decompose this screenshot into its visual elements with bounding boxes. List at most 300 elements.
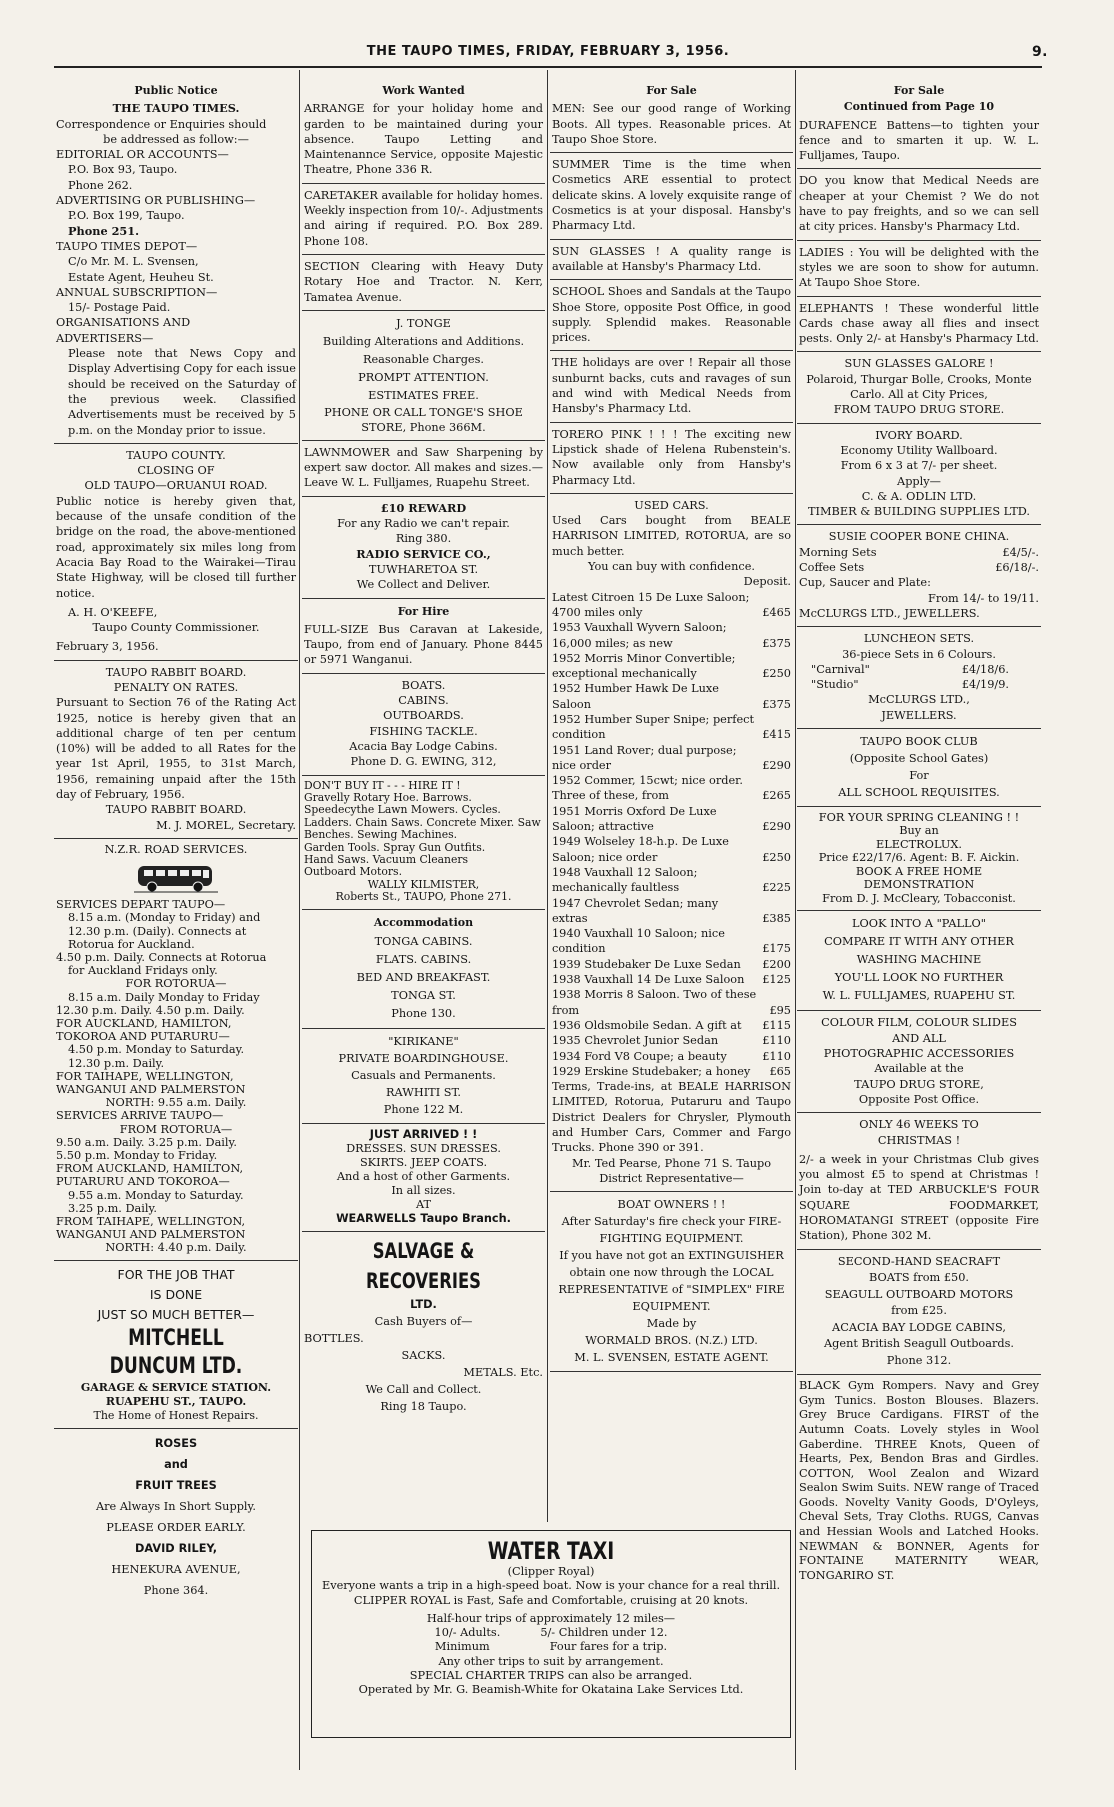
nzr-line: FOR AUCKLAND, HAMILTON, bbox=[56, 1016, 232, 1030]
car-list bbox=[552, 590, 791, 1080]
water-taxi-fare: Minimum bbox=[434, 1640, 490, 1654]
boat-line: BOAT OWNERS ! ! bbox=[617, 1198, 726, 1212]
car-price: £415 bbox=[762, 728, 791, 742]
notice-line: ADVERTISING OR PUBLISHING— bbox=[56, 194, 256, 208]
rabbit-body: Pursuant to Section 76 of the Rating Act 1925, notice is hereby given that an additional charge of ten per centum (10%) will be added to all Rates for the year 1st April, 1955, to 31st March, 1956, remaining unpaid after the 15th day of February, 1956. bbox=[56, 696, 296, 802]
car-price: £375 bbox=[762, 697, 791, 711]
ad-body: FULL-SIZE Bus Caravan at Lakeside, Taupo, from end of January. Phone 8445 or 5971 Wanganui. bbox=[304, 622, 543, 667]
car-price: £465 bbox=[762, 605, 791, 619]
car-price: £265 bbox=[762, 789, 791, 803]
book-club-ad bbox=[797, 729, 1041, 807]
county-sub: CLOSING OF bbox=[137, 464, 215, 478]
price: £4/18/6. bbox=[961, 662, 1009, 676]
boats-line: Acacia Bay Lodge Cabins. bbox=[349, 739, 498, 753]
electrolux-ad bbox=[797, 807, 1041, 912]
hire-line: Ladders. Chain Saws. Concrete Mixer. Saw Benches. Sewing Machines. bbox=[304, 815, 541, 842]
car-listing bbox=[552, 896, 791, 927]
seacraft-line: from £25. bbox=[891, 1304, 947, 1318]
boats-line: FISHING TACKLE. bbox=[369, 724, 478, 738]
section-heading: For Sale bbox=[646, 84, 697, 97]
salvage-line: We Call and Collect. bbox=[365, 1382, 482, 1396]
electrolux-line: From D. J. McCleary, Tobacconist. bbox=[822, 891, 1016, 905]
salvage-line: Cash Buyers of— bbox=[374, 1314, 473, 1328]
seacraft-line: Agent British Seagull Outboards. bbox=[824, 1337, 1014, 1351]
nzr-line: FOR TAIHAPE, WELLINGTON, bbox=[56, 1069, 234, 1083]
susie-title: SUSIE COOPER BONE CHINA. bbox=[828, 530, 1010, 544]
elephants-ad: ELEPHANTS ! These wonderful little Cards chase away all flies and insect pests. Only 2/- at Hansby's Pharmacy Ltd. bbox=[797, 297, 1041, 353]
cars-terms: Terms, Trade-ins, at BEALE HARRISON LIMITED, Rotorua, Putaruru and Taupo District Dealers for Chrysler, Plymouth and Humber Cars, Commer and Fargo Trucks. Phone 390 or 391. bbox=[552, 1080, 791, 1155]
car-price: £65 bbox=[769, 1064, 791, 1078]
water-taxi-sub: (Clipper Royal) bbox=[507, 1565, 595, 1578]
car-price: £375 bbox=[762, 636, 791, 650]
salvage-line: METALS. Etc. bbox=[463, 1365, 543, 1379]
susie-line: From 14/- to 19/11. bbox=[927, 591, 1039, 605]
bookclub-line: TAUPO BOOK CLUB bbox=[860, 734, 978, 748]
nzr-line: FOR ROTORUA— bbox=[125, 977, 227, 991]
electrolux-line: BOOK A FREE HOME bbox=[855, 864, 983, 878]
nzr-line: 8.15 a.m. Daily Monday to Friday bbox=[68, 990, 260, 1004]
car-listing bbox=[552, 651, 791, 682]
susie-cooper-ad bbox=[797, 525, 1041, 627]
mitchell-line: The Home of Honest Repairs. bbox=[93, 1408, 259, 1422]
boats-hire-ad bbox=[302, 674, 545, 776]
water-taxi-line: CLIPPER ROYAL is Fast, Safe and Comfortable, cruising at 20 knots. bbox=[353, 1593, 749, 1607]
pallo-line: W. L. FULLJAMES, RUAPEHU ST. bbox=[822, 989, 1016, 1003]
luncheon-sets-ad bbox=[797, 627, 1041, 729]
luncheon-title: LUNCHEON SETS. bbox=[863, 632, 975, 646]
price-row bbox=[799, 545, 1039, 560]
nzr-line: 12.30 p.m. Daily. 4.50 p.m. Daily. bbox=[56, 1003, 245, 1017]
county-date: February 3, 1956. bbox=[56, 640, 159, 654]
car-listing bbox=[552, 620, 791, 651]
page-number: 9. bbox=[1031, 44, 1048, 60]
ivory-line: C. & A. ODLIN LTD. bbox=[861, 489, 977, 503]
wearwells-line: AT bbox=[415, 1197, 432, 1211]
reward-line: TUWHARETOA ST. bbox=[368, 562, 479, 576]
water-taxi-fare: Four fares for a trip. bbox=[549, 1640, 668, 1654]
salvage-line: LTD. bbox=[410, 1297, 437, 1311]
wearwells-line: JUST ARRIVED ! ! bbox=[369, 1127, 478, 1141]
column-divider-3 bbox=[795, 70, 796, 1770]
pallo-ad bbox=[797, 911, 1041, 1011]
sunglasses-line: FROM TAUPO DRUG STORE. bbox=[833, 403, 1005, 417]
car-listing bbox=[552, 926, 791, 957]
riley-name: DAVID RILEY, bbox=[134, 1541, 218, 1555]
water-taxi-line: Operated by Mr. G. Beamish-White for Okataina Lake Services Ltd. bbox=[358, 1683, 744, 1697]
notice-line: C/o Mr. M. L. Svensen, bbox=[68, 255, 199, 269]
tonge-line: PHONE OR CALL TONGE'S SHOE STORE, Phone 366M. bbox=[324, 405, 523, 434]
colour-film-ad bbox=[797, 1011, 1041, 1113]
boat-line: Made by bbox=[646, 1317, 697, 1331]
notice-line: P.O. Box 199, Taupo. bbox=[68, 209, 185, 223]
county-signature: Taupo County Commissioner. bbox=[92, 621, 260, 635]
reward-line: RADIO SERVICE CO., bbox=[356, 546, 491, 561]
cosmetics-ad: SUMMER Time is the time when Cosmetics ARE essential to protect delicate skins. A lovely exquisite range of Cosmetics is at your disposal. Hansby's Pharmacy Ltd. bbox=[550, 153, 793, 239]
nzr-line: 4.50 p.m. Daily. Connects at Rotorua bbox=[56, 950, 267, 964]
page-header bbox=[48, 44, 1048, 64]
electrolux-line: Buy an bbox=[899, 824, 939, 838]
car-listing bbox=[552, 590, 791, 621]
car-listing bbox=[552, 743, 791, 774]
salvage-recoveries-ad bbox=[302, 1232, 545, 1420]
boats-line: OUTBOARDS. bbox=[383, 709, 464, 723]
car-description: 1953 Vauxhall Wyvern Saloon; 16,000 miles; as new bbox=[552, 621, 727, 650]
car-price: £225 bbox=[762, 881, 791, 895]
price: £6/18/-. bbox=[995, 561, 1039, 575]
seacraft-line: Phone 312. bbox=[886, 1353, 952, 1367]
christmas-line: CHRISTMAS ! bbox=[877, 1133, 961, 1147]
car-price: £95 bbox=[769, 1003, 791, 1017]
county-sub: OLD TAUPO—ORUANUI ROAD. bbox=[84, 479, 268, 493]
car-description: 1935 Chevrolet Junior Sedan bbox=[552, 1034, 719, 1048]
reward-line: £10 REWARD bbox=[380, 500, 467, 515]
car-description: 1951 Morris Oxford De Luxe Saloon; attractive bbox=[552, 804, 717, 834]
car-description: 1951 Land Rover; dual purpose; nice order bbox=[552, 743, 737, 772]
county-notice-ad bbox=[54, 444, 298, 661]
nzr-line: PUTARURU AND TOKOROA— bbox=[56, 1175, 230, 1189]
car-listing bbox=[552, 834, 791, 865]
seacraft-ad bbox=[797, 1250, 1041, 1376]
section-subheading: Continued from Page 10 bbox=[843, 100, 995, 114]
mitchell-line: GARAGE & SERVICE STATION. bbox=[80, 1380, 272, 1394]
county-body: Public notice is hereby given that, because of the unsafe condition of the bridge on the road, the above-mentioned road, approximately six miles long from Acacia Bay Road to the Wairakei—Tirau State Highway, will be closed till further notice. bbox=[56, 494, 296, 600]
tonga-line: Phone 130. bbox=[391, 1006, 456, 1020]
water-taxi-ad bbox=[311, 1530, 791, 1738]
column-4 bbox=[797, 78, 1041, 1588]
electrolux-line: ELECTROLUX. bbox=[876, 837, 962, 851]
reward-ad bbox=[302, 497, 545, 599]
tonga-line: FLATS. CABINS. bbox=[375, 952, 472, 966]
car-description: 1934 Ford V8 Coupe; a beauty bbox=[552, 1049, 727, 1063]
reward-line: For any Radio we can't repair. bbox=[337, 517, 510, 531]
bus-icon bbox=[134, 860, 218, 894]
mitchell-line: JUST SO MUCH BETTER— bbox=[97, 1306, 255, 1322]
section-heading: Public Notice bbox=[134, 84, 218, 97]
boats-line: Phone D. G. EWING, 312, bbox=[350, 755, 497, 769]
sunglasses-line: Polaroid, Thurgar Bolle, Crooks, Monte Carlo. All at City Prices, bbox=[806, 372, 1032, 402]
nzr-line: FROM ROTORUA— bbox=[119, 1122, 233, 1136]
car-listing bbox=[552, 1018, 791, 1033]
ivory-line: TIMBER & BUILDING SUPPLIES LTD. bbox=[807, 505, 1031, 519]
seacraft-line: SEAGULL OUTBOARD MOTORS bbox=[824, 1287, 1014, 1301]
film-line: COLOUR FILM, COLOUR SLIDES bbox=[821, 1016, 1017, 1030]
film-line: Opposite Post Office. bbox=[858, 1092, 980, 1106]
car-price: £385 bbox=[762, 911, 791, 925]
car-price: £250 bbox=[762, 667, 791, 681]
accommodation-ad bbox=[302, 910, 545, 1029]
car-description: 1940 Vauxhall 10 Saloon; nice condition bbox=[552, 927, 725, 956]
lipstick-ad: TORERO PINK ! ! ! The exciting new Lipstick shade of Helena Rubenstein's. Now available only from Hansby's Pharmacy Ltd. bbox=[550, 423, 793, 494]
tonge-ad bbox=[302, 311, 545, 441]
car-listing bbox=[552, 804, 791, 835]
bookclub-line: ALL SCHOOL REQUISITES. bbox=[838, 785, 1000, 799]
bookclub-line: For bbox=[909, 768, 929, 782]
nzr-line: Rotorua for Auckland. bbox=[68, 937, 195, 951]
wearwells-line: WEARWELLS Taupo Branch. bbox=[336, 1211, 511, 1225]
header-rule bbox=[54, 66, 1042, 68]
pallo-line: YOU'LL LOOK NO FURTHER bbox=[834, 971, 1004, 985]
section-heading: Accommodation bbox=[373, 915, 474, 929]
nzr-line: 4.50 p.m. Monday to Saturday. bbox=[68, 1043, 245, 1057]
ad-body: DURAFENCE Battens—to tighten your fence and to smarten it up. W. L. Fulljames, Taupo. bbox=[799, 118, 1039, 163]
water-taxi-fare: 10/- Adults. bbox=[434, 1626, 501, 1640]
nzr-road-services-ad bbox=[54, 839, 298, 1261]
car-listing bbox=[552, 987, 791, 1018]
car-description: 1947 Chevrolet Sedan; many extras bbox=[552, 896, 719, 925]
nzr-line: SERVICES ARRIVE TAUPO— bbox=[56, 1109, 224, 1123]
film-line: TAUPO DRUG STORE, bbox=[854, 1077, 984, 1091]
car-description: 1952 Humber Super Snipe; perfect condition bbox=[552, 712, 755, 742]
tonge-line: Building Alterations and Additions. bbox=[322, 334, 525, 348]
car-listing bbox=[552, 712, 791, 743]
reward-line: We Collect and Deliver. bbox=[356, 578, 491, 592]
newspaper-title: THE TAUPO TIMES, FRIDAY, FEBRUARY 3, 1956. bbox=[366, 44, 730, 59]
riley-line: ROSES bbox=[154, 1436, 198, 1450]
ivory-line: Apply— bbox=[897, 474, 941, 488]
luncheon-sub: 36-piece Sets in 6 Colours. bbox=[842, 647, 996, 661]
david-riley-ad bbox=[54, 1429, 298, 1606]
water-taxi-line: Half-hour trips of approximately 12 miles— bbox=[426, 1611, 676, 1625]
holidays-ad: THE holidays are over ! Repair all those sunburnt backs, cuts and ravages of sun and wind with Medical Needs from Hansby's Pharmacy Ltd. bbox=[550, 351, 793, 422]
tonga-cabins bbox=[304, 933, 543, 1023]
mitchell-name: MITCHELL bbox=[128, 1325, 224, 1351]
car-listing bbox=[552, 1064, 791, 1079]
bookclub-line: (Opposite School Gates) bbox=[849, 751, 989, 765]
ivory-board-ad bbox=[797, 424, 1041, 526]
caretaker-ad: CARETAKER available for holiday homes. Weekly inspection from 10/-. Adjustments and airing if required. P.O. Box 289. Phone 108. bbox=[302, 184, 545, 255]
hire-line: Outboard Motors. bbox=[304, 865, 403, 879]
section-heading: For Hire bbox=[397, 604, 450, 618]
film-line: AND ALL bbox=[892, 1031, 946, 1045]
tonge-line: ESTIMATES FREE. bbox=[368, 388, 479, 402]
riley-line: Are Always In Short Supply. bbox=[95, 1499, 257, 1513]
county-title: TAUPO COUNTY. bbox=[126, 448, 226, 462]
car-listing bbox=[552, 865, 791, 896]
water-taxi-line: SPECIAL CHARTER TRIPS can also be arranged. bbox=[409, 1669, 693, 1683]
wearwells-ad bbox=[302, 1124, 545, 1232]
rabbit-signature: M. J. MOREL, Secretary. bbox=[156, 818, 296, 832]
boat-line: obtain one now through the LOCAL REPRESENTATIVE of "SIMPLEX" FIRE EQUIPMENT. bbox=[558, 1266, 785, 1314]
susie-line: Cup, Saucer and Plate: bbox=[799, 576, 931, 590]
column-3 bbox=[550, 78, 793, 1372]
mitchell-line: FOR THE JOB THAT bbox=[117, 1266, 235, 1282]
car-price: £175 bbox=[762, 942, 791, 956]
notice-line: EDITORIAL OR ACCOUNTS— bbox=[56, 148, 229, 162]
water-taxi-line: Everyone wants a trip in a high-speed boat. Now is your chance for a real thrill. bbox=[321, 1579, 781, 1593]
wearwells-line: In all sizes. bbox=[391, 1183, 456, 1197]
water-taxi-minimum bbox=[320, 1640, 782, 1654]
tonge-line: PROMPT ATTENTION. bbox=[358, 370, 489, 384]
boat-line: If you have not got an EXTINGUISHER bbox=[559, 1249, 784, 1263]
item: "Studio" bbox=[811, 678, 859, 692]
electrolux-line: FOR YOUR SPRING CLEANING ! ! bbox=[818, 810, 1020, 824]
riley-line: HENEKURA AVENUE, bbox=[111, 1562, 241, 1576]
notice-line: ANNUAL SUBSCRIPTION— bbox=[56, 285, 218, 299]
nzr-line: TOKOROA AND PUTARURU— bbox=[56, 1030, 230, 1044]
item: Morning Sets bbox=[799, 545, 877, 559]
car-description: 1939 Studebaker De Luxe Sedan bbox=[552, 957, 741, 971]
pallo-line: LOOK INTO A "PALLO" bbox=[852, 917, 986, 931]
boat-line: After Saturday's fire check your FIRE-FIGHTING EQUIPMENT. bbox=[561, 1215, 782, 1246]
luncheon-line: McCLURGS LTD., bbox=[868, 693, 970, 707]
nzr-line: FROM TAIHAPE, WELLINGTON, bbox=[56, 1215, 246, 1229]
boat-owners-ad bbox=[550, 1192, 793, 1372]
for-sale-ad bbox=[550, 78, 793, 153]
nzr-title: N.Z.R. ROAD SERVICES. bbox=[104, 842, 248, 856]
rabbit-signature: TAUPO RABBIT BOARD. bbox=[105, 803, 247, 817]
notice-line: Correspondence or Enquiries should bbox=[56, 117, 267, 131]
salvage-line: SACKS. bbox=[401, 1348, 446, 1362]
riley-line: FRUIT TREES bbox=[135, 1478, 217, 1492]
kirikane-line: RAWHITI ST. bbox=[386, 1085, 461, 1099]
car-description: Latest Citroen 15 De Luxe Saloon; 4700 miles only bbox=[552, 590, 750, 619]
section-clearing-ad: SECTION Clearing with Heavy Duty Rotary Hoe and Tractor. N. Kerr, Tamatea Avenue. bbox=[302, 255, 545, 311]
notice-line: ADVERTISERS— bbox=[56, 331, 154, 345]
price-row bbox=[799, 560, 1039, 575]
car-description: 1929 Erskine Studebaker; a honey bbox=[552, 1064, 751, 1078]
car-listing bbox=[552, 972, 791, 987]
boats-line: CABINS. bbox=[398, 694, 449, 708]
price-row bbox=[799, 662, 1039, 677]
price: £4/5/-. bbox=[1002, 545, 1039, 559]
reward-line: Ring 380. bbox=[395, 532, 452, 546]
water-taxi-fare: 5/- Children under 12. bbox=[540, 1626, 668, 1640]
nzr-line: 8.15 a.m. (Monday to Friday) and bbox=[68, 911, 261, 925]
section-heading: Work Wanted bbox=[382, 84, 465, 97]
ladies-ad: LADIES : You will be delighted with the styles we are soon to show for autumn. At Taupo Shoe Store. bbox=[797, 241, 1041, 297]
electrolux-line: DEMONSTRATION bbox=[863, 878, 975, 892]
wearwells-line: And a host of other Garments. bbox=[336, 1169, 511, 1183]
section-heading: For Sale bbox=[893, 84, 945, 97]
boats-line: BOATS. bbox=[401, 678, 446, 692]
kirikane-line: PRIVATE BOARDINGHOUSE. bbox=[338, 1051, 509, 1065]
riley-line: Phone 364. bbox=[143, 1583, 209, 1597]
mitchell-name: DUNCUM LTD. bbox=[109, 1353, 243, 1379]
sunglasses-line: SUN GLASSES GALORE ! bbox=[844, 357, 994, 371]
car-description: 1952 Morris Minor Convertible; exceptional mechanically bbox=[552, 651, 736, 681]
for-sale-continued-ad bbox=[797, 78, 1041, 169]
mitchell-duncum-ad bbox=[54, 1261, 298, 1429]
pallo-line: WASHING MACHINE bbox=[856, 953, 982, 967]
boat-line: M. L. SVENSEN, ESTATE AGENT. bbox=[574, 1351, 769, 1365]
notice-line: Phone 262. bbox=[68, 178, 133, 192]
cars-intro: Used Cars bought from BEALE HARRISON LIMITED, ROTORUA, are so much better. bbox=[552, 514, 791, 558]
seacraft-line: SECOND-HAND SEACRAFT bbox=[837, 1254, 1001, 1268]
notice-line: 15/- Postage Paid. bbox=[68, 301, 171, 315]
rabbit-sub: PENALTY ON RATES. bbox=[113, 680, 239, 694]
ivory-line: From 6 x 3 at 7/- per sheet. bbox=[840, 459, 998, 473]
riley-line: and bbox=[164, 1457, 188, 1471]
hire-line: DON'T BUY IT - - - HIRE IT ! bbox=[304, 778, 461, 792]
column-1 bbox=[54, 78, 298, 1606]
nzr-line: NORTH: 9.55 a.m. Daily. bbox=[105, 1096, 247, 1110]
seacraft-line: ACACIA BAY LODGE CABINS, bbox=[832, 1320, 1006, 1334]
film-line: PHOTOGRAPHIC ACCESSORIES bbox=[823, 1047, 1015, 1061]
ad-body: ARRANGE for your holiday home and garden to be maintained during your absence. Taupo Letting and Maintenannce Service, opposite Majestic Theatre, Phone 336 R. bbox=[304, 102, 543, 177]
car-price: £115 bbox=[762, 1018, 791, 1032]
sunglasses-galore-ad bbox=[797, 352, 1041, 423]
car-price: £110 bbox=[762, 1049, 791, 1063]
christmas-line: ONLY 46 WEEKS TO bbox=[859, 1118, 979, 1132]
nzr-line: FROM AUCKLAND, HAMILTON, bbox=[56, 1162, 244, 1176]
salvage-line: BOTTLES. bbox=[304, 1331, 364, 1345]
nzr-line: SERVICES DEPART TAUPO— bbox=[56, 898, 226, 912]
mitchell-line: IS DONE bbox=[149, 1286, 203, 1302]
medical-needs-ad: DO you know that Medical Needs are cheaper at your Chemist ? We do not have to pay freights, and so we can sell at city prices. Hansby's Pharmacy Ltd. bbox=[797, 169, 1041, 240]
nzr-line: 12.30 p.m. Daily. bbox=[68, 1056, 165, 1070]
car-price: £290 bbox=[762, 820, 791, 834]
boat-line: WORMALD BROS. (N.Z.) LTD. bbox=[585, 1334, 758, 1348]
column-divider-1 bbox=[299, 70, 300, 1770]
tonge-line: J. TONGE bbox=[396, 316, 451, 330]
salvage-line: Ring 18 Taupo. bbox=[380, 1399, 467, 1413]
item: "Carnival" bbox=[811, 662, 870, 676]
susie-line: McCLURGS LTD., JEWELLERS. bbox=[799, 606, 980, 620]
car-description: 1936 Oldsmobile Sedan. A gift at bbox=[552, 1018, 742, 1032]
car-listing bbox=[552, 1033, 791, 1048]
mitchell-line: RUAPEHU ST., TAUPO. bbox=[105, 1394, 247, 1408]
car-price: £290 bbox=[762, 758, 791, 772]
car-listing bbox=[552, 773, 791, 804]
lawnmower-ad: LAWNMOWER and Saw Sharpening by expert saw doctor. All makes and sizes.—Leave W. L. Fulljames, Ruapehu Street. bbox=[302, 441, 545, 497]
notice-body: Please note that News Copy and Display Advertising Copy for each issue should be received on the Saturday of the previous week. Classified Advertisements must be received by 5 p.m. on the Monday prior to issue. bbox=[68, 347, 296, 437]
price: £4/19/9. bbox=[961, 678, 1009, 692]
film-line: Available at the bbox=[874, 1062, 964, 1076]
nzr-line: NORTH: 4.40 p.m. Daily. bbox=[105, 1241, 247, 1255]
car-description: 1938 Morris 8 Saloon. Two of these from bbox=[552, 988, 757, 1017]
sunglasses-ad: SUN GLASSES ! A quality range is available at Hansby's Pharmacy Ltd. bbox=[550, 240, 793, 281]
nzr-line: 9.55 a.m. Monday to Saturday. bbox=[68, 1188, 244, 1202]
car-description: 1948 Vauxhall 12 Saloon; mechanically faultless bbox=[552, 865, 698, 895]
pallo-line: COMPARE IT WITH ANY OTHER bbox=[824, 935, 1014, 949]
car-listing bbox=[552, 1049, 791, 1064]
car-price: £200 bbox=[762, 957, 791, 971]
nzr-line: 9.50 a.m. Daily. 3.25 p.m. Daily. bbox=[56, 1135, 237, 1149]
notice-line: Phone 251. bbox=[68, 223, 140, 238]
car-price: £110 bbox=[762, 1034, 791, 1048]
car-description: 1949 Wolseley 18-h.p. De Luxe Saloon; nice order bbox=[552, 835, 729, 864]
nzr-line: 3.25 p.m. Daily. bbox=[68, 1201, 157, 1215]
hire-line: Speedecythe Lawn Mowers. Cycles. bbox=[304, 803, 501, 817]
newman-bonner-ad: BLACK Gym Rompers. Navy and Grey Gym Tunics. Boston Blouses. Blazers. Grey Bruce Cardigans. FIRST of the Autumn Coats. Lovely styles in Wool Gaberdine. THREE Knots, Queen of Hearts, Pex, Bendon Bras and Girdles. COTTON, Wool Zealon and Wizard Sealon Swim Suits. NEW range of Traced Goods. Novelty Vanity Goods, D'Oyleys, Cheval Sets, Tray Cloths. RUGS, Canvas and Hessian Wools and Latched Hooks. NEWMAN & BONNER, Agents for FONTAINE MATERNITY WEAR, TONGARIRO ST. bbox=[799, 1379, 1039, 1582]
water-taxi-title: WATER TAXI bbox=[487, 1537, 615, 1565]
tonga-line: TONGA CABINS. bbox=[374, 934, 473, 948]
ivory-line: IVORY BOARD. bbox=[875, 428, 963, 442]
county-signature: A. H. O'KEEFE, bbox=[68, 605, 158, 619]
tonga-line: TONGA ST. bbox=[391, 988, 456, 1002]
tonga-line: BED AND BREAKFAST. bbox=[356, 970, 491, 984]
school-shoes-ad: SCHOOL Shoes and Sandals at the Taupo Shoe Store, opposite Post Office, in good supply. Splendid makes. Reasonable prices. bbox=[550, 280, 793, 351]
riley-line: PLEASE ORDER EARLY. bbox=[106, 1520, 246, 1534]
notice-line: be addressed as follow:— bbox=[103, 132, 249, 146]
kirikane-line: "KIRIKANE" bbox=[388, 1034, 459, 1048]
hire-it-ad bbox=[302, 776, 545, 910]
hire-line: Garden Tools. Spray Gun Outfits. bbox=[304, 840, 486, 854]
kirikane-ad bbox=[302, 1029, 545, 1124]
car-price: £250 bbox=[762, 850, 791, 864]
notice-line: ORGANISATIONS AND bbox=[56, 316, 191, 330]
ad-body: MEN: See our good range of Working Boots. All types. Reasonable prices. At Taupo Shoe Store. bbox=[552, 102, 791, 146]
price-row bbox=[799, 677, 1039, 692]
nzr-line: 5.50 p.m. Monday to Friday. bbox=[56, 1149, 218, 1163]
notice-line: P.O. Box 93, Taupo. bbox=[68, 163, 178, 177]
electrolux-line: Price £22/17/6. Agent: B. F. Aickin. bbox=[818, 851, 1020, 865]
kirikane-line: Phone 122 M. bbox=[383, 1102, 464, 1116]
nzr-line: for Auckland Fridays only. bbox=[68, 964, 218, 978]
car-description: 1938 Vauxhall 14 De Luxe Saloon bbox=[552, 973, 745, 987]
nzr-line: 12.30 p.m. (Daily). Connects at bbox=[68, 924, 247, 938]
nzr-line: WANGANUI AND PALMERSTON bbox=[56, 1083, 246, 1096]
